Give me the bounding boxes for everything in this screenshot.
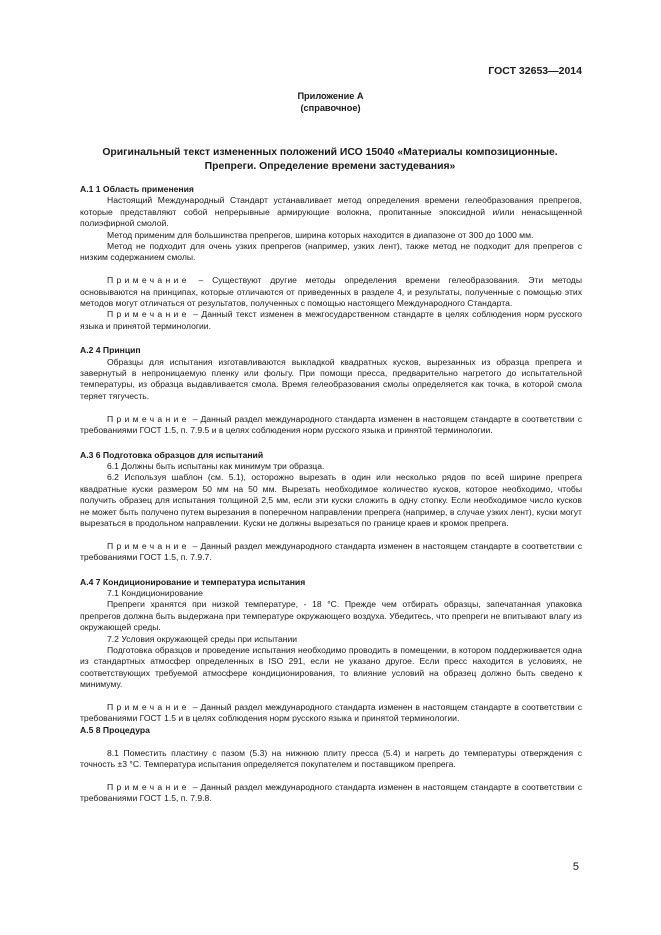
page-number: 5 [572, 861, 579, 873]
note-label: Примечание [107, 702, 190, 712]
paragraph: 7.1 Кондиционирование [107, 587, 203, 598]
document-code: ГОСТ 32653—2014 [488, 65, 582, 77]
note [80, 309, 582, 332]
note [80, 702, 582, 725]
note-text: – Данный раздел международного стандарта изменен в настоящем стандарте в соответствии с требованиями ГОСТ 1.5, п. 7.9.5 и в целях соблюдения норм русского языка и принятой терминологии. [80, 413, 582, 436]
note [80, 414, 582, 437]
paragraph: 7.2 Условия окружающей среды при испытании [107, 633, 298, 644]
paragraph: 6.1 Должны быть испытаны как минимум три образца. [107, 460, 325, 471]
note-text: – Данный раздел международного стандарта изменен в настоящем стандарте в соответствии с требованиями ГОСТ 1.5, п. 7.9.7. [80, 540, 582, 563]
note-label: Примечание [107, 413, 190, 424]
note-text: – Данный раздел международного стандарта изменен в настоящем стандарте в соответствии с требованиями ГОСТ 1.5, п. 7.9.8. [80, 781, 582, 804]
document-title-line2: Препреги. Определение времени застудевания» [204, 160, 456, 172]
appendix-label: Приложение А [297, 91, 364, 101]
note-label: Примечание [107, 781, 190, 792]
note-text: – Данный текст изменен в межгосударственном стандарте в целях соблюдения норм русского языка и принятой терминологии. [80, 309, 583, 331]
note-text: – Данный раздел международного стандарта изменен в настоящем стандарте в соответствии с требованиями ГОСТ 1.5 и в целях соблюдения норм русского языка и принятой терминологии. [80, 702, 582, 724]
section-heading-a4: А.4 7 Кондиционирование и температура испытания [80, 576, 306, 587]
paragraph: Препреги хранятся при низкой температуре, - 18 °С. Прежде чем отбирать образцы, запечатанная упаковка препрегов должна быть выдержана при температуре окружающего воздуха. Убедитесь, что препреги не впитывают влагу из окружающей среды. [80, 599, 582, 633]
paragraph: Настоящий Международный Стандарт устанавливает метод определения времени гелеобразования препрегов, которые представляют собой непрерывные армирующие волокна, пропитанные эпоксидной и/или ненасыщенной полиэфирной смолой. [80, 195, 582, 229]
paragraph: 8.1 Поместить пластину с пазом (5.3) на нижнюю плиту пресса (5.4) и нагреть до температуры отверждения с точность ±3 °С. Температура испытания определяется покупателем и поставщиком препрега. [80, 747, 582, 770]
note-text: – Существуют другие методы определения времени гелеобразования. Эти методы основываются на принципах, которые отличаются от приведенных в разделе 4, и результаты, полученные с помощью этих методов могут отличаться от результатов, полученных с помощью настоящего Международного Стандарта. [80, 275, 582, 309]
paragraph: Образцы для испытания изготавливаются выкладкой квадратных кусков, вырезанных из образца препрега и завернутый в непроницаемую пленку или фольгу. При помощи пресса, предварительно нагретого до испытательной температуры, из образца выдавливается смола. Время гелеобразования смолы определяется как точка, в которой смола теряет тягучесть. [80, 356, 582, 401]
note-label: Примечание [107, 540, 190, 551]
paragraph: 6.2 Используя шаблон (см. 5.1), осторожно вырезать в один или несколько рядов по всей ширине препрега квадратные куски размером 50 мм на 50 мм. Вырезать необходимое количество кусков, которое необходимо, чтобы получить образец для испытания толщиной 2,5 мм, если эти куски сложить в одну стопку. Если необходимое число кусков не может быть получено путем вырезания в поперечном направлении препрега (например, в случае узких лент), куски могут вырезаться в продольном направлении. Куски не должны вырезаться по границе краев и кромок препрега. [80, 472, 582, 528]
paragraph: Метод применим для большинства препрегов, ширина которых находится в диапазоне от 300 до 1000 мм. [107, 229, 534, 240]
document-title [60, 146, 600, 173]
section-heading-a2: А.2 4 Принцип [80, 345, 141, 356]
section-heading-a5: А.5 8 Процедура [80, 724, 150, 735]
paragraph: Метод не подходит для очень узких препрегов (например, узких лент), также метод не подходит для препрегов с низким содержанием смолы. [80, 241, 582, 263]
note [80, 782, 582, 805]
document-title-line1: Оригинальный текст измененных положений ИСО 15040 «Материалы композиционные. [102, 147, 558, 158]
note [80, 275, 582, 309]
appendix-type: (справочное) [300, 103, 361, 113]
paragraph: Подготовка образцов и проведение испытания необходимо проводить в помещении, в котором поддерживается одна из стандартных атмосфер определенных в ISO 291, если не указано другое. Если пресс находится в условиях, не соответствующих требуемой атмосфере кондиционирования, то влияние условий на образец должно быть сведено к минимуму. [80, 644, 582, 690]
note-label: Примечание [107, 275, 190, 286]
section-heading-a1: А.1 1 Область применения [80, 184, 194, 194]
note-label: Примечание [107, 309, 190, 320]
note [80, 541, 582, 564]
document-body [80, 184, 582, 805]
section-heading-a3: А.3 6 Подготовка образцов для испытаний [80, 449, 264, 460]
